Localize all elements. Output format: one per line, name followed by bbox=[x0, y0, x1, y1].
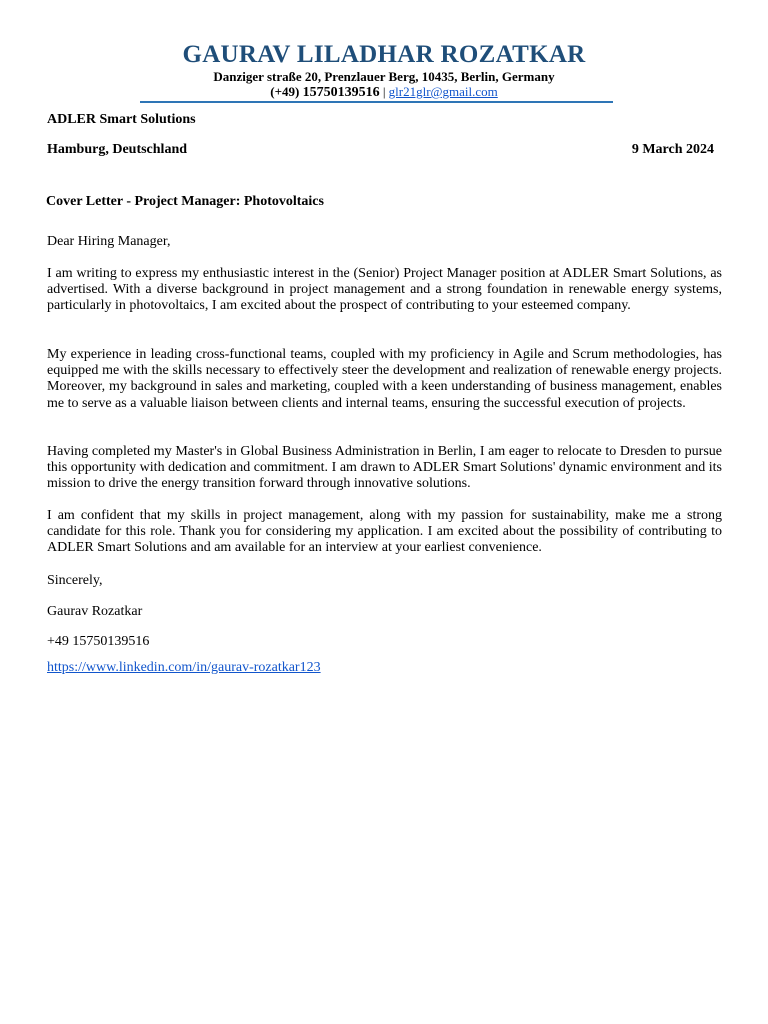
recipient-company: ADLER Smart Solutions bbox=[47, 112, 196, 127]
phone-number: 15750139516 bbox=[302, 85, 380, 100]
body-paragraph: I am confident that my skills in project management, along with my passion for sustainability, make me a strong candidate for this role. Thank you for considering my application. I am excited about the possibility of contributing to ADLER Smart Solutions and am available for an interview at your earliest convenience. bbox=[47, 508, 722, 556]
sender-address: Danziger straße 20, Prenzlauer Berg, 10435, Berlin, Germany bbox=[213, 69, 555, 84]
letterhead bbox=[0, 40, 768, 100]
recipient-city: Hamburg, Deutschland bbox=[47, 142, 188, 157]
letter-date: 9 March 2024 bbox=[631, 142, 714, 157]
signature-name: Gaurav Rozatkar bbox=[47, 604, 143, 619]
signature-linkedin bbox=[47, 660, 722, 676]
sender-contact-line bbox=[0, 84, 768, 100]
linkedin-link[interactable]: https://www.linkedin.com/in/gaurav-rozatkar123 bbox=[47, 660, 321, 675]
body-paragraph: Having completed my Master's in Global Business Administration in Berlin, I am eager to relocate to Dresden to pursue this opportunity with dedication and commitment. I am drawn to ADLER Smart Solutions' dynamic environment and its mission to drive the energy transition forward through innovative solutions. bbox=[47, 444, 722, 492]
letter-subject: Cover Letter - Project Manager: Photovoltaics bbox=[46, 194, 324, 209]
body-paragraph: My experience in leading cross-functional teams, coupled with my proficiency in Agile and Scrum methodologies, has equipped me with the skills necessary to effectively steer the development and realization of renewable energy projects. Moreover, my background in sales and marketing, coupled with a keen understanding of business management, enables me to serve as a valuable liaison between clients and internal teams, ensuring the successful execution of projects. bbox=[47, 347, 722, 411]
body-paragraph: I am writing to express my enthusiastic interest in the (Senior) Project Manager position at ADLER Smart Solutions, as advertised. With a diverse background in project management and a strong foundation in renewable energy systems, particularly in photovoltaics, I am excited about the prospect of contributing to your esteemed company. bbox=[47, 266, 722, 314]
phone-prefix: (+49) bbox=[270, 84, 300, 99]
email-link[interactable]: glr21glr@gmail.com bbox=[388, 84, 498, 99]
closing: Sincerely, bbox=[47, 573, 103, 588]
salutation: Dear Hiring Manager, bbox=[47, 234, 171, 249]
header-divider bbox=[140, 101, 613, 103]
signature-phone: +49 15750139516 bbox=[47, 634, 150, 649]
contact-separator: | bbox=[382, 84, 386, 99]
sender-name: GAURAV LILADHAR ROZATKAR bbox=[182, 41, 586, 68]
